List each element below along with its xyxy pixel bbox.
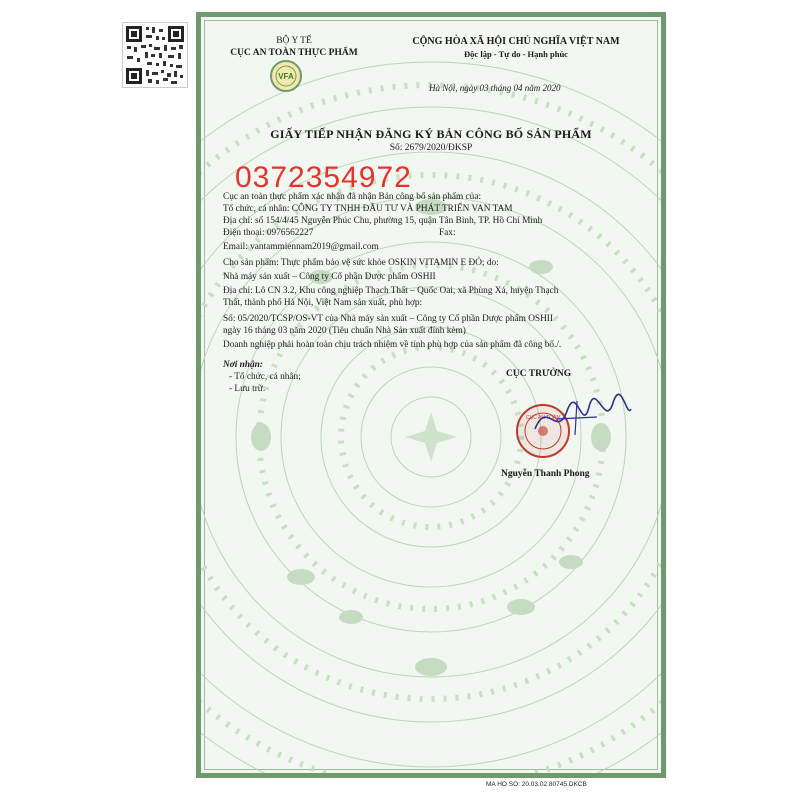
recipients-label: Nơi nhận: [223,360,263,370]
signer-name: Nguyễn Thanh Phong [501,469,590,479]
email-line: Email: vantammiennam2019@gmail.com [223,242,379,252]
standard-line-1: Số: 05/2020/TCSP/OS-VT của Nhà máy sản xuất – Công ty Cổ phần Dược phẩm OSHII [223,314,553,324]
issuer-header [219,35,369,59]
factory-address-2: Thất, thành phố Hà Nội, Việt Nam sản xuất, phù hợp: [223,298,423,308]
republic-header [381,35,651,61]
signer-title: CỤC TRƯỞNG [506,369,572,379]
vfa-logo-icon [269,59,303,93]
watermark-phone-number: 0372354972 [235,161,412,194]
factory-line: Nhà máy sản xuất – Công ty Cổ phần Dược phẩm OSHII [223,272,436,282]
fax-line: Fax: [439,228,456,238]
standard-line-2: ngày 16 tháng 03 năm 2020 (Tiêu chuẩn Nhà Sản xuất đính kèm) [223,326,466,336]
body-line-3: Địa chỉ: số 154/4/45 Nguyễn Phúc Chu, phường 15, quận Tân Bình, TP. Hồ Chí Minh [223,216,543,226]
document-number: Số: 2679/2020/ĐKSP [389,143,473,153]
recipient-item: - Lưu trữ. [229,384,266,394]
responsibility-line: Doanh nghiệp phải hoàn toàn chịu trách nhiệm về tính phù hợp của sản phẩm đã công bố./. [223,340,562,350]
signature-icon [527,389,637,449]
product-line: Cho sản phẩm: Thực phẩm bảo vệ sức khỏe OSKIN VITAMIN E ĐỎ; do: [223,258,499,268]
dossier-code: MA HO SO: 20.03.02.80745.DKCB [486,781,587,788]
stamp-text: CỤC AN TOÀN [526,415,560,421]
phone-line: Điện thoại: 0976562227 [223,228,314,238]
qr-code-icon [122,22,188,88]
department-name: CỤC AN TOÀN THỰC PHẨM [230,48,358,58]
certificate-page [196,12,666,778]
recipient-item: - Tổ chức, cá nhân; [229,372,301,382]
logo-text: VFA [278,72,294,81]
document-title: GIẤY TIẾP NHẬN ĐĂNG KÝ BẢN CÔNG BỐ SẢN PHẨM [270,127,592,141]
body-line-2: Tổ chức, cá nhân: CÔNG TY TNHH ĐẦU TƯ VÀ PHÁT TRIỂN VAN TAM [223,204,513,214]
republic-name: CỘNG HÒA XÃ HỘI CHỦ NGHĨA VIỆT NAM [412,36,620,47]
factory-address-1: Địa chỉ: Lô CN 3.2, Khu công nghiệp Thạch Thất – Quốc Oai, xã Phùng Xá, huyện Thạch [223,286,559,296]
ministry-name: BỘ Y TẾ [276,36,312,46]
national-motto: Độc lập - Tự do - Hạnh phúc [464,49,568,59]
body-line-1: Cục an toàn thực phẩm xác nhận đã nhận Bản công bố sản phẩm của: [223,192,482,202]
issue-date: Hà Nội, ngày 03 tháng 04 năm 2020 [429,83,561,93]
